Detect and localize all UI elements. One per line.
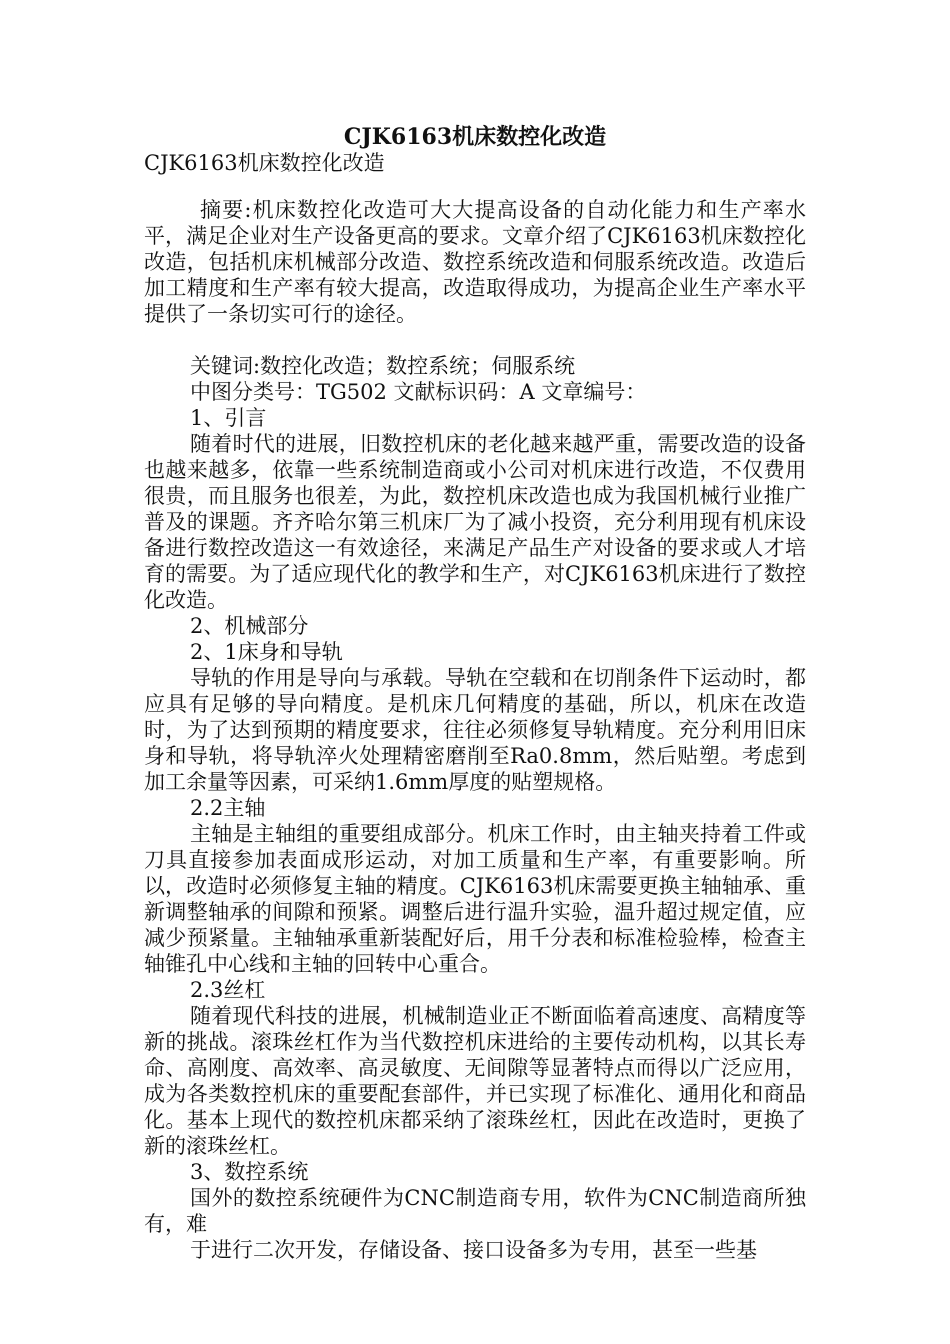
section-heading-lead-screw: 2.3丝杠 [190,978,266,1002]
section-heading-mechanical: 2、机械部分 [190,614,309,638]
body-paragraph: 主轴是主轴组的重要组成部分。机床工作时，由主轴夹持着工件或刀具直接参加表面成形运动，对加工质量和生产率，有重要影响。所以，改造时必须修复主轴的精度。CJK6163机床需要更换主轴轴承、重新调整轴承的间隙和预紧。调整后进行温升实验，温升超过规定值，应减少预紧量。主轴轴承重新装配好后，用千分表和标准检验棒，检查主轴锥孔中心线和主轴的回转中心重合。 [144,822,806,976]
body-paragraph: 随着现代科技的进展，机械制造业正不断面临着高速度、高精度等新的挑战。滚珠丝杠作为当代数控机床进给的主要传动机构，以其长寿命、高刚度、高效率、高灵敏度、无间隙等显著特点而得以广泛应用，成为各类数控机床的重要配套部件，并已实现了标准化、通用化和商品化。基本上现代的数控机床都采纳了滚珠丝杠，因此在改造时，更换了新的滚珠丝杠。 [144,1004,806,1158]
body-paragraph: 随着时代的进展，旧数控机床的老化越来越严重，需要改造的设备也越来越多，依靠一些系统制造商或小公司对机床进行改造，不仅费用很贵，而且服务也很差，为此，数控机床改造也成为我国机械行业推广普及的课题。齐齐哈尔第三机床厂为了减小投资，充分利用现有机床设备进行数控改造这一有效途径，来满足产品生产对设备的要求或人才培育的需要。为了适应现代化的教学和生产，对CJK6163机床进行了数控化改造。 [144,432,806,612]
body-paragraph: 导轨的作用是导向与承载。导轨在空载和在切削条件下运动时，都应具有足够的导向精度。是机床几何精度的基础，所以，机床在改造时，为了达到预期的精度要求，往往必须修复导轨精度。充分利用旧床身和导轨，将导轨淬火处理精密磨削至Ra0.8mm，然后贴塑。考虑到加工余量等因素，可采纳1.6mm厚度的贴塑规格。 [144,666,806,794]
body-paragraph: 于进行二次开发，存储设备、接口设备多为专用，甚至一些基 [190,1238,757,1262]
body-paragraph: 国外的数控系统硬件为CNC制造商专用，软件为CNC制造商所独有，难 [144,1186,806,1236]
classification-line: 中图分类号：TG502 文献标识码：A 文章编号： [190,380,647,404]
section-heading-cnc-system: 3、数控系统 [190,1160,309,1184]
abstract-paragraph: 摘要:机床数控化改造可大大提高设备的自动化能力和生产率水平，满足企业对生产设备更高的要求。文章介绍了CJK6163机床数控化改造，包括机床机械部分改造、数控系统改造和伺服系统改造。改造后加工精度和生产率有较大提高，改造取得成功，为提高企业生产率水平提供了一条切实可行的途径。 [144,198,806,326]
document-subtitle: CJK6163机床数控化改造 [144,151,385,175]
document-title: CJK6163机床数控化改造 [343,124,607,150]
spacer [144,327,806,353]
keywords-line: 关键词:数控化改造；数控系统；伺服系统 [190,354,576,378]
document-body [144,197,806,1263]
section-heading-bed-guideway: 2、1床身和导轨 [190,640,343,664]
section-heading-intro: 1、引言 [190,406,267,430]
section-heading-spindle: 2.2主轴 [190,796,266,820]
